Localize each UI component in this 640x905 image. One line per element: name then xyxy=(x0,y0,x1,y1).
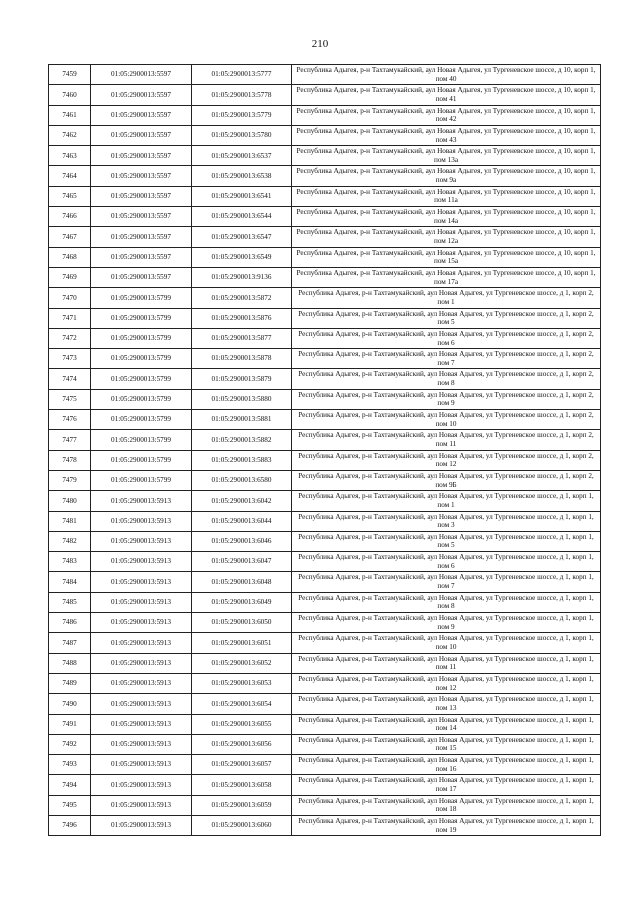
parent-cadastral-number-cell: 01:05:2900013:5597 xyxy=(91,186,192,206)
parent-cadastral-number-cell: 01:05:2900013:5799 xyxy=(91,308,192,328)
table-row xyxy=(49,227,601,247)
address-cell: Республика Адыгея, р-н Тахтамукайский, аул Новая Адыгея, ул Тургеневское шоссе, д 1, корп 1, пом 11 xyxy=(292,653,601,673)
table-row xyxy=(49,166,601,186)
row-number-cell: 7480 xyxy=(49,491,91,511)
parent-cadastral-number-cell: 01:05:2900013:5799 xyxy=(91,470,192,490)
row-number-cell: 7463 xyxy=(49,146,91,166)
cadastral-number-cell: 01:05:2900013:6549 xyxy=(192,247,292,267)
cadastral-number-cell: 01:05:2900013:6544 xyxy=(192,207,292,227)
row-number-cell: 7466 xyxy=(49,207,91,227)
cadastral-number-cell: 01:05:2900013:9136 xyxy=(192,267,292,287)
address-cell: Республика Адыгея, р-н Тахтамукайский, аул Новая Адыгея, ул Тургеневское шоссе, д 1, корп 1, пом 3 xyxy=(292,511,601,531)
address-cell: Республика Адыгея, р-н Тахтамукайский, аул Новая Адыгея, ул Тургеневское шоссе, д 1, корп 1, пом 9 xyxy=(292,613,601,633)
table-row xyxy=(49,775,601,795)
parent-cadastral-number-cell: 01:05:2900013:5799 xyxy=(91,328,192,348)
address-cell: Республика Адыгея, р-н Тахтамукайский, аул Новая Адыгея, ул Тургеневское шоссе, д 10, корп 1, пом 17а xyxy=(292,267,601,287)
cadastral-number-cell: 01:05:2900013:5778 xyxy=(192,85,292,105)
address-cell: Республика Адыгея, р-н Тахтамукайский, аул Новая Адыгея, ул Тургеневское шоссе, д 10, корп 1, пом 12а xyxy=(292,227,601,247)
cadastral-number-cell: 01:05:2900013:5881 xyxy=(192,410,292,430)
parent-cadastral-number-cell: 01:05:2900013:5913 xyxy=(91,714,192,734)
row-number-cell: 7494 xyxy=(49,775,91,795)
row-number-cell: 7493 xyxy=(49,755,91,775)
row-number-cell: 7467 xyxy=(49,227,91,247)
parent-cadastral-number-cell: 01:05:2900013:5913 xyxy=(91,795,192,815)
cadastral-number-cell: 01:05:2900013:6060 xyxy=(192,815,292,835)
row-number-cell: 7473 xyxy=(49,349,91,369)
address-cell: Республика Адыгея, р-н Тахтамукайский, аул Новая Адыгея, ул Тургеневское шоссе, д 1, корп 2, пом 1 xyxy=(292,288,601,308)
address-cell: Республика Адыгея, р-н Тахтамукайский, аул Новая Адыгея, ул Тургеневское шоссе, д 1, корп 1, пом 12 xyxy=(292,673,601,693)
table-row xyxy=(49,349,601,369)
address-cell: Республика Адыгея, р-н Тахтамукайский, аул Новая Адыгея, ул Тургеневское шоссе, д 1, корп 1, пом 7 xyxy=(292,572,601,592)
parent-cadastral-number-cell: 01:05:2900013:5913 xyxy=(91,775,192,795)
table-row xyxy=(49,369,601,389)
row-number-cell: 7476 xyxy=(49,410,91,430)
cadastral-number-cell: 01:05:2900013:6547 xyxy=(192,227,292,247)
address-cell: Республика Адыгея, р-н Тахтамукайский, аул Новая Адыгея, ул Тургеневское шоссе, д 1, корп 1, пом 15 xyxy=(292,734,601,754)
cadastral-number-cell: 01:05:2900013:5872 xyxy=(192,288,292,308)
row-number-cell: 7487 xyxy=(49,633,91,653)
parent-cadastral-number-cell: 01:05:2900013:5913 xyxy=(91,552,192,572)
row-number-cell: 7472 xyxy=(49,328,91,348)
row-number-cell: 7471 xyxy=(49,308,91,328)
cadastral-number-cell: 01:05:2900013:5880 xyxy=(192,389,292,409)
address-cell: Республика Адыгея, р-н Тахтамукайский, аул Новая Адыгея, ул Тургеневское шоссе, д 10, корп 1, пом 14а xyxy=(292,207,601,227)
table-row xyxy=(49,247,601,267)
address-cell: Республика Адыгея, р-н Тахтамукайский, аул Новая Адыгея, ул Тургеневское шоссе, д 1, корп 2, пом 7 xyxy=(292,349,601,369)
address-cell: Республика Адыгея, р-н Тахтамукайский, аул Новая Адыгея, ул Тургеневское шоссе, д 1, корп 2, пом 8 xyxy=(292,369,601,389)
row-number-cell: 7474 xyxy=(49,369,91,389)
address-cell: Республика Адыгея, р-н Тахтамукайский, аул Новая Адыгея, ул Тургеневское шоссе, д 1, корп 1, пом 13 xyxy=(292,694,601,714)
row-number-cell: 7484 xyxy=(49,572,91,592)
row-number-cell: 7482 xyxy=(49,531,91,551)
parent-cadastral-number-cell: 01:05:2900013:5799 xyxy=(91,349,192,369)
table-row xyxy=(49,633,601,653)
row-number-cell: 7469 xyxy=(49,267,91,287)
table-row xyxy=(49,491,601,511)
parent-cadastral-number-cell: 01:05:2900013:5597 xyxy=(91,247,192,267)
cadastral-number-cell: 01:05:2900013:5780 xyxy=(192,125,292,145)
row-number-cell: 7465 xyxy=(49,186,91,206)
address-cell: Республика Адыгея, р-н Тахтамукайский, аул Новая Адыгея, ул Тургеневское шоссе, д 1, корп 1, пом 18 xyxy=(292,795,601,815)
cadastral-number-cell: 01:05:2900013:6049 xyxy=(192,592,292,612)
page-number: 210 xyxy=(311,38,329,50)
cadastral-number-cell: 01:05:2900013:5883 xyxy=(192,450,292,470)
parent-cadastral-number-cell: 01:05:2900013:5597 xyxy=(91,227,192,247)
address-cell: Республика Адыгея, р-н Тахтамукайский, аул Новая Адыгея, ул Тургеневское шоссе, д 1, корп 2, пом 6 xyxy=(292,328,601,348)
parent-cadastral-number-cell: 01:05:2900013:5799 xyxy=(91,288,192,308)
cadastral-number-cell: 01:05:2900013:6047 xyxy=(192,552,292,572)
parent-cadastral-number-cell: 01:05:2900013:5597 xyxy=(91,267,192,287)
row-number-cell: 7490 xyxy=(49,694,91,714)
parent-cadastral-number-cell: 01:05:2900013:5913 xyxy=(91,531,192,551)
parent-cadastral-number-cell: 01:05:2900013:5913 xyxy=(91,734,192,754)
cadastral-number-cell: 01:05:2900013:6042 xyxy=(192,491,292,511)
table-row xyxy=(49,815,601,835)
table-row xyxy=(49,511,601,531)
row-number-cell: 7496 xyxy=(49,815,91,835)
cadastral-number-cell: 01:05:2900013:6054 xyxy=(192,694,292,714)
cadastral-number-cell: 01:05:2900013:5879 xyxy=(192,369,292,389)
row-number-cell: 7468 xyxy=(49,247,91,267)
row-number-cell: 7460 xyxy=(49,85,91,105)
row-number-cell: 7475 xyxy=(49,389,91,409)
parent-cadastral-number-cell: 01:05:2900013:5913 xyxy=(91,613,192,633)
table-row xyxy=(49,450,601,470)
table-row xyxy=(49,186,601,206)
parent-cadastral-number-cell: 01:05:2900013:5913 xyxy=(91,572,192,592)
cadastral-number-cell: 01:05:2900013:6058 xyxy=(192,775,292,795)
address-cell: Республика Адыгея, р-н Тахтамукайский, аул Новая Адыгея, ул Тургеневское шоссе, д 1, корп 1, пом 1 xyxy=(292,491,601,511)
parent-cadastral-number-cell: 01:05:2900013:5597 xyxy=(91,65,192,85)
table-row xyxy=(49,328,601,348)
table-row xyxy=(49,653,601,673)
parent-cadastral-number-cell: 01:05:2900013:5913 xyxy=(91,673,192,693)
row-number-cell: 7481 xyxy=(49,511,91,531)
registry-table-body xyxy=(49,65,601,836)
address-cell: Республика Адыгея, р-н Тахтамукайский, аул Новая Адыгея, ул Тургеневское шоссе, д 1, корп 1, пом 6 xyxy=(292,552,601,572)
address-cell: Республика Адыгея, р-н Тахтамукайский, аул Новая Адыгея, ул Тургеневское шоссе, д 1, корп 2, пом 5 xyxy=(292,308,601,328)
table-row xyxy=(49,795,601,815)
table-row xyxy=(49,755,601,775)
row-number-cell: 7488 xyxy=(49,653,91,673)
cadastral-number-cell: 01:05:2900013:5877 xyxy=(192,328,292,348)
cadastral-number-cell: 01:05:2900013:6057 xyxy=(192,755,292,775)
table-row xyxy=(49,105,601,125)
cadastral-number-cell: 01:05:2900013:6059 xyxy=(192,795,292,815)
table-row xyxy=(49,531,601,551)
address-cell: Республика Адыгея, р-н Тахтамукайский, аул Новая Адыгея, ул Тургеневское шоссе, д 1, корп 2, пом 10 xyxy=(292,410,601,430)
row-number-cell: 7478 xyxy=(49,450,91,470)
cadastral-number-cell: 01:05:2900013:6056 xyxy=(192,734,292,754)
address-cell: Республика Адыгея, р-н Тахтамукайский, аул Новая Адыгея, ул Тургеневское шоссе, д 1, корп 2, пом 12 xyxy=(292,450,601,470)
address-cell: Республика Адыгея, р-н Тахтамукайский, аул Новая Адыгея, ул Тургеневское шоссе, д 10, корп 1, пом 15а xyxy=(292,247,601,267)
cadastral-number-cell: 01:05:2900013:6537 xyxy=(192,146,292,166)
parent-cadastral-number-cell: 01:05:2900013:5597 xyxy=(91,105,192,125)
cadastral-number-cell: 01:05:2900013:6053 xyxy=(192,673,292,693)
row-number-cell: 7459 xyxy=(49,65,91,85)
address-cell: Республика Адыгея, р-н Тахтамукайский, аул Новая Адыгея, ул Тургеневское шоссе, д 10, корп 1, пом 43 xyxy=(292,125,601,145)
table-row xyxy=(49,410,601,430)
cadastral-number-cell: 01:05:2900013:6055 xyxy=(192,714,292,734)
table-row xyxy=(49,552,601,572)
parent-cadastral-number-cell: 01:05:2900013:5799 xyxy=(91,389,192,409)
parent-cadastral-number-cell: 01:05:2900013:5913 xyxy=(91,491,192,511)
table-row xyxy=(49,572,601,592)
parent-cadastral-number-cell: 01:05:2900013:5799 xyxy=(91,450,192,470)
registry-table xyxy=(48,64,601,836)
table-row xyxy=(49,430,601,450)
address-cell: Республика Адыгея, р-н Тахтамукайский, аул Новая Адыгея, ул Тургеневское шоссе, д 10, корп 1, пом 40 xyxy=(292,65,601,85)
row-number-cell: 7477 xyxy=(49,430,91,450)
parent-cadastral-number-cell: 01:05:2900013:5913 xyxy=(91,592,192,612)
cadastral-number-cell: 01:05:2900013:6046 xyxy=(192,531,292,551)
parent-cadastral-number-cell: 01:05:2900013:5799 xyxy=(91,410,192,430)
row-number-cell: 7492 xyxy=(49,734,91,754)
cadastral-number-cell: 01:05:2900013:5779 xyxy=(192,105,292,125)
address-cell: Республика Адыгея, р-н Тахтамукайский, аул Новая Адыгея, ул Тургеневское шоссе, д 1, корп 1, пом 17 xyxy=(292,775,601,795)
address-cell: Республика Адыгея, р-н Тахтамукайский, аул Новая Адыгея, ул Тургеневское шоссе, д 1, корп 2, пом 9Б xyxy=(292,470,601,490)
cadastral-number-cell: 01:05:2900013:6538 xyxy=(192,166,292,186)
parent-cadastral-number-cell: 01:05:2900013:5913 xyxy=(91,694,192,714)
table-row xyxy=(49,267,601,287)
row-number-cell: 7485 xyxy=(49,592,91,612)
cadastral-number-cell: 01:05:2900013:6044 xyxy=(192,511,292,531)
table-row xyxy=(49,694,601,714)
cadastral-number-cell: 01:05:2900013:5878 xyxy=(192,349,292,369)
cadastral-number-cell: 01:05:2900013:6048 xyxy=(192,572,292,592)
address-cell: Республика Адыгея, р-н Тахтамукайский, аул Новая Адыгея, ул Тургеневское шоссе, д 1, корп 1, пом 5 xyxy=(292,531,601,551)
table-row xyxy=(49,714,601,734)
cadastral-number-cell: 01:05:2900013:6052 xyxy=(192,653,292,673)
cadastral-number-cell: 01:05:2900013:5777 xyxy=(192,65,292,85)
row-number-cell: 7491 xyxy=(49,714,91,734)
parent-cadastral-number-cell: 01:05:2900013:5913 xyxy=(91,755,192,775)
address-cell: Республика Адыгея, р-н Тахтамукайский, аул Новая Адыгея, ул Тургеневское шоссе, д 1, корп 1, пом 10 xyxy=(292,633,601,653)
parent-cadastral-number-cell: 01:05:2900013:5913 xyxy=(91,653,192,673)
row-number-cell: 7489 xyxy=(49,673,91,693)
cadastral-number-cell: 01:05:2900013:6050 xyxy=(192,613,292,633)
table-row xyxy=(49,288,601,308)
table-row xyxy=(49,613,601,633)
cadastral-number-cell: 01:05:2900013:5882 xyxy=(192,430,292,450)
address-cell: Республика Адыгея, р-н Тахтамукайский, аул Новая Адыгея, ул Тургеневское шоссе, д 10, корп 1, пом 13а xyxy=(292,146,601,166)
table-row xyxy=(49,85,601,105)
parent-cadastral-number-cell: 01:05:2900013:5913 xyxy=(91,815,192,835)
cadastral-number-cell: 01:05:2900013:6580 xyxy=(192,470,292,490)
row-number-cell: 7461 xyxy=(49,105,91,125)
row-number-cell: 7462 xyxy=(49,125,91,145)
table-row xyxy=(49,207,601,227)
table-row xyxy=(49,308,601,328)
row-number-cell: 7483 xyxy=(49,552,91,572)
address-cell: Республика Адыгея, р-н Тахтамукайский, аул Новая Адыгея, ул Тургеневское шоссе, д 1, корп 1, пом 8 xyxy=(292,592,601,612)
cadastral-number-cell: 01:05:2900013:6051 xyxy=(192,633,292,653)
address-cell: Республика Адыгея, р-н Тахтамукайский, аул Новая Адыгея, ул Тургеневское шоссе, д 10, корп 1, пом 42 xyxy=(292,105,601,125)
row-number-cell: 7464 xyxy=(49,166,91,186)
row-number-cell: 7495 xyxy=(49,795,91,815)
parent-cadastral-number-cell: 01:05:2900013:5597 xyxy=(91,166,192,186)
row-number-cell: 7470 xyxy=(49,288,91,308)
row-number-cell: 7479 xyxy=(49,470,91,490)
row-number-cell: 7486 xyxy=(49,613,91,633)
parent-cadastral-number-cell: 01:05:2900013:5799 xyxy=(91,369,192,389)
table-row xyxy=(49,389,601,409)
table-row xyxy=(49,673,601,693)
address-cell: Республика Адыгея, р-н Тахтамукайский, аул Новая Адыгея, ул Тургеневское шоссе, д 1, корп 1, пом 14 xyxy=(292,714,601,734)
parent-cadastral-number-cell: 01:05:2900013:5597 xyxy=(91,125,192,145)
parent-cadastral-number-cell: 01:05:2900013:5913 xyxy=(91,511,192,531)
parent-cadastral-number-cell: 01:05:2900013:5597 xyxy=(91,207,192,227)
parent-cadastral-number-cell: 01:05:2900013:5799 xyxy=(91,430,192,450)
table-row xyxy=(49,734,601,754)
address-cell: Республика Адыгея, р-н Тахтамукайский, аул Новая Адыгея, ул Тургеневское шоссе, д 10, корп 1, пом 9а xyxy=(292,166,601,186)
table-row xyxy=(49,146,601,166)
table-row xyxy=(49,125,601,145)
table-row xyxy=(49,592,601,612)
table-row xyxy=(49,470,601,490)
address-cell: Республика Адыгея, р-н Тахтамукайский, аул Новая Адыгея, ул Тургеневское шоссе, д 1, корп 1, пом 16 xyxy=(292,755,601,775)
address-cell: Республика Адыгея, р-н Тахтамукайский, аул Новая Адыгея, ул Тургеневское шоссе, д 10, корп 1, пом 41 xyxy=(292,85,601,105)
parent-cadastral-number-cell: 01:05:2900013:5597 xyxy=(91,85,192,105)
address-cell: Республика Адыгея, р-н Тахтамукайский, аул Новая Адыгея, ул Тургеневское шоссе, д 1, корп 2, пом 9 xyxy=(292,389,601,409)
address-cell: Республика Адыгея, р-н Тахтамукайский, аул Новая Адыгея, ул Тургеневское шоссе, д 1, корп 2, пом 11 xyxy=(292,430,601,450)
cadastral-number-cell: 01:05:2900013:5876 xyxy=(192,308,292,328)
address-cell: Республика Адыгея, р-н Тахтамукайский, аул Новая Адыгея, ул Тургеневское шоссе, д 1, корп 1, пом 19 xyxy=(292,815,601,835)
address-cell: Республика Адыгея, р-н Тахтамукайский, аул Новая Адыгея, ул Тургеневское шоссе, д 10, корп 1, пом 11а xyxy=(292,186,601,206)
parent-cadastral-number-cell: 01:05:2900013:5913 xyxy=(91,633,192,653)
cadastral-number-cell: 01:05:2900013:6541 xyxy=(192,186,292,206)
table-row xyxy=(49,65,601,85)
parent-cadastral-number-cell: 01:05:2900013:5597 xyxy=(91,146,192,166)
